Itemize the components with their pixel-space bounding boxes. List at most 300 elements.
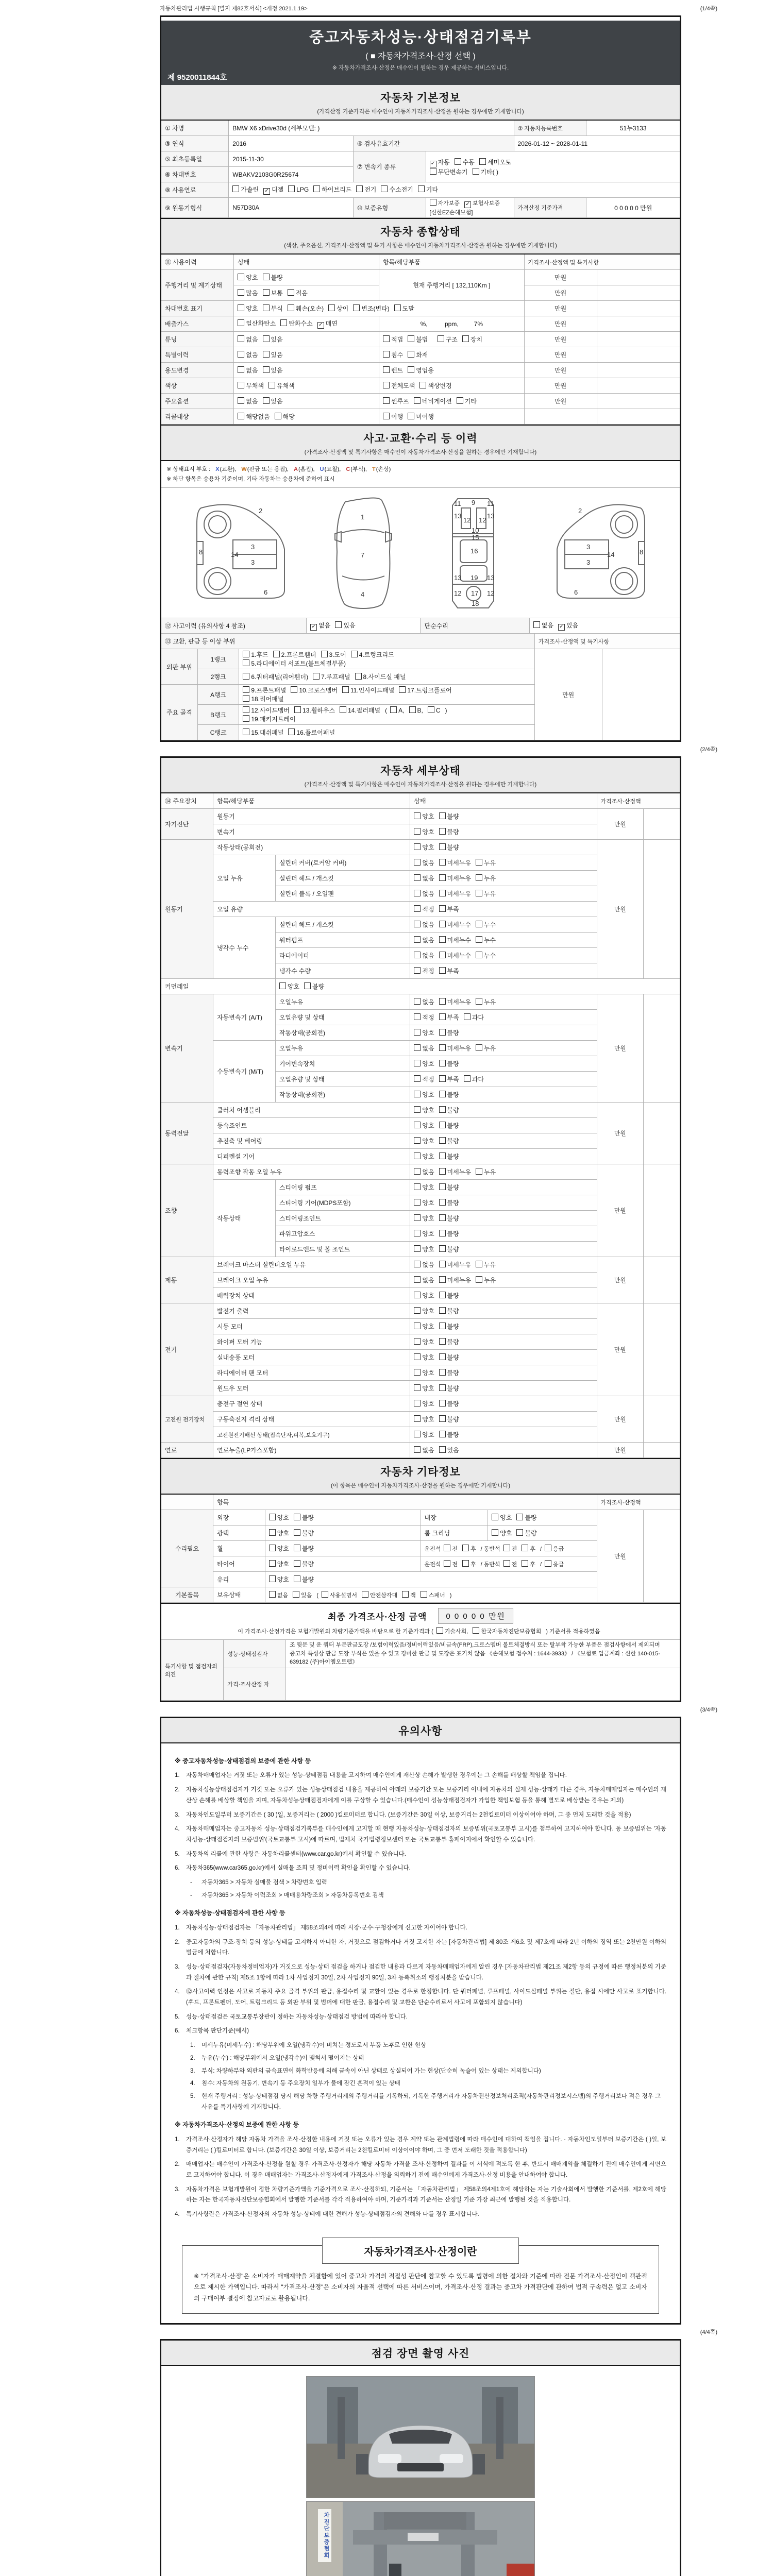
- checkbox-label: 양호: [422, 1107, 434, 1114]
- checkbox: [439, 967, 446, 974]
- field-cell: 발전기 출력: [213, 1303, 410, 1319]
- checkbox-label: 불량: [447, 1029, 459, 1037]
- checkbox-label: 구조: [445, 336, 458, 343]
- checkbox-option: [409, 707, 423, 714]
- checkbox-option: [408, 413, 434, 420]
- checkbox-label: 있음: [566, 622, 579, 630]
- checkbox-option: [414, 1168, 434, 1176]
- checkbox-label: 양호: [277, 1561, 289, 1568]
- emission-values: %, ppm, 7%: [379, 316, 525, 332]
- checkbox-option: [439, 1122, 459, 1129]
- checkbox-option: [280, 320, 312, 327]
- field-label: 외판 부위: [161, 649, 197, 685]
- checkbox-option: [414, 875, 434, 882]
- field-cell: 만원: [597, 1164, 644, 1257]
- checkbox-label: 8.사이드실 패널: [363, 673, 406, 681]
- warranty-options: [426, 198, 514, 218]
- field-cell: [410, 1303, 597, 1319]
- checkbox: [243, 673, 249, 680]
- checkbox: [383, 335, 390, 342]
- checkbox: [414, 1029, 421, 1036]
- checkbox-label: C: [435, 707, 441, 715]
- field-cell: 커먼레일: [161, 979, 275, 994]
- section-note: (가격조사·산정액 및 특기사항은 매수인이 자동차가격조사·산정을 원하는 경우에만 기재합니다): [304, 782, 537, 788]
- panel-number: 11: [486, 499, 494, 507]
- checkbox-option: [394, 305, 414, 312]
- section-accident-history: [161, 425, 680, 461]
- checkbox: [304, 982, 311, 989]
- notice-item: [175, 2026, 666, 2037]
- field-cell: [239, 705, 534, 725]
- notice-subitem: [190, 1877, 666, 1888]
- field-cell: [644, 994, 680, 1103]
- checkbox-option: [342, 687, 394, 694]
- text: (손상): [376, 466, 391, 472]
- checkbox-option: [238, 290, 258, 297]
- field-label: 배출가스: [161, 316, 234, 332]
- checkbox: [263, 274, 270, 280]
- section-title: 사고·교환·수리 등 이력: [363, 433, 478, 445]
- checkbox-option: [439, 1153, 459, 1160]
- field-cell: [234, 394, 379, 409]
- checkbox-option: [479, 159, 511, 166]
- checkbox-label: 없음: [246, 351, 258, 359]
- notice-item-text: 중고자동차의 구조·장치 등의 성능·상태를 고지하지 아니한 자, 거짓으로 점검하거나 거짓 고지한 자는 [자동차관리법] 제 80조 제6호 및 제7호에 따라 2년 이하의 징역 또는 2천만원 이하의 벌금에 처합니다.: [186, 1939, 666, 1956]
- page-indicator-1: (1/4쪽): [700, 6, 717, 12]
- panel-number: 9: [471, 498, 475, 506]
- checkbox-label: 미세누유: [447, 1045, 471, 1053]
- checkbox: [430, 199, 436, 206]
- checkbox-option: [383, 367, 403, 374]
- checkbox-checked: [558, 624, 565, 631]
- checkbox: [430, 168, 436, 175]
- checkbox: [232, 185, 239, 192]
- checkbox-option: [462, 336, 482, 343]
- notice-subitem-number: 1.: [190, 2042, 195, 2049]
- checkbox-option: [356, 186, 376, 193]
- checkbox-option: [383, 336, 403, 343]
- checkbox-option: [473, 168, 499, 176]
- notice-item-text: 가격조사·산정자가 해당 자동차 가격을 조사·산정한 내용에 거짓 또는 오류가 있는 경우 계약 또는 관계법령에 따라 매수인에 대하여 책임을 집니다. · 자동차인도일부터 보증기간은 ( )일, 보증거리는 ( )킬로미터로 합니다. (보증기간은 30일 이상, 보증거리는 2천킬로미터 이상이어야 하며, 그 중 먼저 도래한 것을 적용합니다): [186, 2136, 666, 2154]
- field-cell: [602, 649, 680, 740]
- checkbox: [414, 812, 421, 819]
- field-cell: [488, 1510, 597, 1526]
- checkbox-option: [414, 1199, 434, 1207]
- vin-value: WBAKV2103G0R25674: [229, 167, 353, 182]
- checkbox: [414, 859, 421, 866]
- checkbox-label: 2.프론트휀더: [281, 651, 316, 659]
- checkbox: [269, 1591, 276, 1598]
- checkbox: [414, 1091, 421, 1097]
- field-cell: [379, 332, 525, 347]
- checkbox-option: [243, 673, 308, 681]
- checkbox: [533, 621, 540, 628]
- checkbox: [439, 1415, 446, 1422]
- notice-item: [175, 1849, 666, 1860]
- section-note: (가격산정 기준가격은 매수인이 자동차가격조사·산정을 원하는 경우에만 기재합니다): [317, 109, 524, 115]
- checkbox-checked: [317, 322, 324, 329]
- final-price-bar: [161, 1603, 680, 1626]
- section-notice: [161, 1718, 680, 1743]
- checkbox: [522, 1560, 528, 1567]
- checkbox-label: 불량: [447, 1199, 459, 1207]
- text: (부식),: [350, 466, 368, 472]
- checkbox-option: [439, 1308, 459, 1315]
- field-cell: [410, 1118, 597, 1133]
- checkbox-option: [476, 1261, 496, 1268]
- checkbox: [414, 1199, 421, 1206]
- checkbox-option: [294, 1561, 314, 1568]
- checkbox-option: [414, 1215, 434, 1222]
- notice-subitem: [190, 2066, 666, 2077]
- checkbox-option: [414, 968, 434, 975]
- checkbox: [362, 1591, 368, 1598]
- checkbox-label: 무단변속기: [438, 168, 468, 176]
- field-cell: [410, 902, 597, 917]
- checkbox-option: [243, 716, 295, 723]
- checkbox: [439, 905, 446, 912]
- field-cell: 실내송풍 모터: [213, 1350, 410, 1365]
- field-cell: [597, 270, 680, 285]
- checkbox-label: 없음: [422, 952, 434, 960]
- table: [161, 618, 680, 634]
- checkbox-label: A,: [398, 707, 405, 715]
- field-cell: [597, 332, 680, 347]
- checkbox-option: [436, 1629, 468, 1635]
- checkbox-label: 없음: [422, 859, 434, 867]
- checkbox-option: [414, 859, 434, 867]
- checkbox: [414, 952, 421, 958]
- checkbox-label: 양호: [422, 1060, 434, 1068]
- field-cell: [597, 301, 680, 316]
- notice-item: [175, 1962, 666, 1983]
- checkbox-label: 없음: [422, 1277, 434, 1284]
- field-cell: [234, 409, 379, 425]
- field-cell: [410, 1195, 597, 1211]
- field-cell: 만원: [597, 809, 644, 840]
- checkbox: [279, 982, 286, 989]
- field-label: ⑬ 교환, 판금 등 이상 부위: [161, 634, 534, 649]
- field-cell: 디퍼렌셜 기어: [213, 1149, 410, 1164]
- checkbox: [439, 1153, 446, 1159]
- checkbox-label: 누유: [483, 998, 496, 1006]
- notice-item-text: 자동차성능상태점검자가 거짓 또는 오류가 있는 성능상태점검 내용을 제공하여 아래의 보증기간 또는 보증거리 이내에 자동차의 실제 성능·상태가 다른 경우, 자동차매매업자는 매수인의 재산상 손해를 배상할 책임을 지며, 자동차성능상태점검자에게 이를 구상할 수 있습니다.(매수인이 성능상태점검자가 가입한 책임보험 등을 통해 별도로 배상받는 경우는 제외): [186, 1787, 666, 1804]
- field-cell: 만원: [524, 378, 597, 394]
- checkbox-option: [428, 707, 441, 714]
- checkbox-option: [439, 1261, 471, 1268]
- checkbox-option: [328, 305, 348, 312]
- field-label: 주요 골격: [161, 685, 197, 740]
- panel-rank-table: [161, 634, 680, 740]
- checkbox-option: [362, 1592, 397, 1599]
- checkbox-label: 없음: [422, 1045, 434, 1053]
- field-cell: [379, 409, 525, 425]
- field-label: ④ 검사유효기간: [353, 136, 514, 151]
- checkbox-label: 양호: [422, 1354, 434, 1362]
- checkbox-option: [476, 1168, 496, 1176]
- checkbox-label: 불량: [312, 983, 325, 991]
- final-price-label: 최종 가격조사·산정 금액: [328, 1612, 427, 1622]
- car-diagram-side-right: [544, 493, 660, 614]
- checkbox-label: 불량: [447, 1292, 459, 1300]
- panel-number: 12: [478, 516, 486, 524]
- checkbox-label: 4.트렁크리드: [359, 651, 394, 659]
- notice-subitem: [190, 2078, 666, 2089]
- checkbox-label: 미세누유: [447, 1261, 471, 1269]
- checkbox-label: 미세누유: [447, 1168, 471, 1176]
- field-cell: 작동상태: [213, 1180, 276, 1257]
- panel-number: 16: [470, 547, 478, 555]
- checkbox-option: [263, 351, 283, 359]
- checkbox: [238, 397, 244, 404]
- checkbox: [414, 1137, 421, 1144]
- checkbox: [414, 1353, 421, 1360]
- checkbox-option: [340, 707, 380, 714]
- section-title: 자동차 종합상태: [380, 226, 461, 238]
- checkbox-label: 미세누유: [447, 859, 471, 867]
- field-cell: [265, 1510, 421, 1526]
- token-line: [243, 650, 530, 659]
- checkbox: [383, 397, 390, 404]
- notice-item-text: 성능·상태점검은 국토교통부장관이 정하는 자동차성능·상태점검 방법에 따라야 합니다.: [186, 2013, 408, 2020]
- field-cell: 만원: [597, 1103, 644, 1164]
- checkbox-label: 적정: [422, 906, 434, 913]
- field-cell: 실린더 블록 / 오일팬: [275, 886, 410, 902]
- document-header-note: ※ 자동차가격조사·산정은 매수인이 원하는 경우 제공하는 서비스입니다.: [332, 65, 509, 71]
- panel-number: 2: [578, 506, 582, 515]
- state-mark-A: A: [294, 466, 298, 472]
- checkbox-option: [269, 1561, 289, 1568]
- panel-number: 14: [607, 550, 614, 558]
- checkbox: [462, 1560, 469, 1567]
- checkbox: [238, 274, 244, 280]
- page-indicator-4: (4/4쪽): [700, 2329, 717, 2336]
- checkbox-label: 누수: [483, 937, 496, 944]
- checkbox-label: 양호: [422, 1400, 434, 1408]
- document-header: [161, 19, 680, 85]
- notice-item: [175, 2159, 666, 2180]
- checkbox-label: 잭: [410, 1592, 416, 1599]
- document: [160, 0, 717, 2576]
- notice-subitem-text: 현재 주행거리 : 성능·상태점검 당시 해당 차량 주행거리계의 주행거리를 기록하되, 기록한 주행거리가 자동차전산정보처리조직(자동차관리정보시스템)의 주행거리보다 적은 경우 그 사유를 특기사항에 기재합니다.: [201, 2093, 661, 2110]
- panel-number: 2: [258, 506, 262, 515]
- checkbox-label: 일산화탄소: [246, 320, 276, 327]
- checkbox: [439, 1183, 446, 1190]
- accident-history-options: [307, 618, 421, 634]
- field-cell: [421, 1556, 597, 1572]
- checkbox: [414, 905, 421, 912]
- checkbox-option: [439, 1215, 459, 1222]
- checkbox-label: 응급: [553, 1546, 564, 1552]
- checkbox: [439, 874, 446, 881]
- field-cell: 클러치 어셈블리: [213, 1103, 410, 1118]
- checkbox-option: [414, 1261, 434, 1268]
- state-mark-legend: [161, 461, 680, 488]
- checkbox: [263, 397, 270, 404]
- checkbox-option: [439, 1369, 459, 1377]
- checkbox: [313, 185, 320, 192]
- checkbox-option: [414, 1400, 434, 1408]
- checkbox: [503, 1560, 510, 1567]
- checkbox: [263, 335, 270, 342]
- checkbox-label: 가솔린: [241, 186, 259, 193]
- car-diagram-top: [325, 493, 402, 614]
- checkbox: [414, 1106, 421, 1113]
- field-cell: 실린더 헤드 / 개스킷: [275, 917, 410, 933]
- checkbox: [414, 1060, 421, 1066]
- checkbox: [444, 1545, 450, 1551]
- field-cell: [597, 285, 680, 301]
- field-cell: [234, 285, 379, 301]
- checkbox: [439, 1199, 446, 1206]
- checkbox-option: [238, 413, 270, 420]
- checkbox-option: [545, 1562, 564, 1568]
- field-cell: [410, 809, 597, 824]
- checkbox: [275, 413, 281, 419]
- checkbox: [462, 1545, 469, 1551]
- field-cell: 원동기: [213, 809, 410, 824]
- checkbox: [545, 1545, 551, 1551]
- checkbox-label: 미세누유: [447, 890, 471, 898]
- checkbox-label: 있음: [271, 336, 283, 343]
- checkbox-option: [439, 921, 471, 928]
- notice-item-text: 특기사항란은 가격조사·산정자의 자동차 성능·상태에 대한 견해가 성능·상태점검자의 견해와 다를 경우 표시합니다.: [186, 2211, 479, 2217]
- checkbox-option: [294, 707, 335, 714]
- field-cell: [234, 347, 379, 363]
- field-label: 연료: [161, 1443, 213, 1458]
- checkbox-option: [439, 1323, 459, 1330]
- checkbox-label: 18.리어패널: [251, 696, 284, 703]
- checkbox: [414, 1261, 421, 1267]
- car-damage-diagram: [161, 488, 680, 618]
- table: [161, 1640, 680, 1701]
- checkbox-label: 미세누수: [447, 952, 471, 960]
- field-cell: [410, 1334, 597, 1350]
- checkbox: [402, 1591, 409, 1598]
- field-cell: [644, 1303, 680, 1396]
- checkbox-label: 불법: [416, 336, 428, 343]
- checkbox: [439, 1168, 446, 1175]
- checkbox: [342, 686, 349, 693]
- table: [161, 255, 680, 425]
- checkbox: [238, 366, 244, 373]
- checkbox-label: 양호: [422, 1292, 434, 1300]
- field-label: ② 자동차등록번호: [514, 121, 586, 136]
- notice-item-number: 4.: [175, 1989, 180, 1995]
- checkbox: [408, 351, 414, 358]
- checkbox-label: 불량: [301, 1561, 314, 1568]
- text: 운전석: [424, 1546, 441, 1552]
- checkbox: [269, 1545, 276, 1551]
- checkbox-label: 양호: [422, 1385, 434, 1393]
- field-cell: 만원: [597, 1443, 644, 1458]
- checkbox: [439, 1091, 446, 1097]
- checkbox-option: [439, 828, 459, 836]
- checkbox-label: 한국자동차진단보증협회: [481, 1629, 542, 1635]
- checkbox-option: [414, 1354, 434, 1361]
- table: [161, 121, 680, 218]
- notice-subitem-number: 4.: [190, 2080, 195, 2087]
- checkbox-option: [439, 952, 471, 959]
- checkbox-option: [304, 983, 324, 990]
- checkbox-option: [351, 651, 394, 658]
- checkbox-option: [288, 186, 309, 193]
- field-label: 고전원 전기장치: [161, 1396, 213, 1443]
- section-title: 점검 장면 촬영 사진: [371, 2348, 470, 2360]
- notice-item: [175, 1937, 666, 1958]
- checkbox-option: [273, 651, 316, 658]
- checkbox-option: [414, 1230, 434, 1238]
- checkbox: [414, 1400, 421, 1406]
- checkbox-label: 없음: [541, 622, 553, 630]
- checkbox-label: 양호: [422, 844, 434, 852]
- notice-subitem-text: 자동차365 > 자동차 이력조회 > 매매용차량조회 > 자동차등록번호 검색: [201, 1892, 384, 1899]
- field-cell: [234, 363, 379, 378]
- checkbox: [238, 289, 244, 296]
- notice-item-number: 5.: [175, 2013, 180, 2020]
- field-label: ⑩ 보증유형: [353, 198, 426, 218]
- checkbox-option: [294, 1545, 314, 1552]
- panel-number: 11: [453, 499, 461, 507]
- checkbox: [439, 1013, 446, 1020]
- checkbox-option: [439, 1292, 459, 1299]
- text: (교환),: [220, 466, 238, 472]
- checkbox-option: [414, 1076, 434, 1083]
- field-cell: 만원: [524, 301, 597, 316]
- notice-item: [175, 1863, 666, 1874]
- field-cell: [410, 855, 597, 871]
- checkbox-label: 누유: [483, 890, 496, 898]
- checkbox-label: 양호: [422, 1199, 434, 1207]
- notice-item-number: 1.: [175, 1772, 180, 1779]
- checkbox-option: [419, 382, 451, 389]
- checkbox-label: 훼손(오손): [295, 305, 324, 312]
- checkbox-label: 없음: [246, 398, 258, 405]
- checkbox-label: 불량: [447, 828, 459, 836]
- checkbox: [439, 921, 446, 927]
- field-cell: [597, 363, 680, 378]
- checkbox-label: 누유: [483, 875, 496, 883]
- checkbox-option: [516, 1530, 536, 1537]
- field-label: 원동기: [161, 840, 213, 979]
- checkbox-label: 불량: [447, 1308, 459, 1315]
- field-label: 색상: [161, 378, 234, 394]
- field-cell: [644, 1164, 680, 1257]
- field-cell: 광택: [213, 1526, 265, 1541]
- field-label: 동력전달: [161, 1103, 213, 1164]
- checkbox: [439, 936, 446, 943]
- checkbox: [476, 1276, 482, 1283]
- photo-front-illustration: [307, 2377, 534, 2498]
- checkbox-label: 불량: [525, 1530, 537, 1537]
- field-label-car-name: ① 차명: [161, 121, 229, 136]
- field-cell: [410, 1164, 597, 1180]
- field-cell: [524, 409, 597, 425]
- checkbox: [243, 659, 249, 666]
- field-cell: [265, 1541, 421, 1556]
- field-cell: [265, 1556, 421, 1572]
- checkbox-label: 양호: [422, 813, 434, 821]
- checkbox: [263, 304, 270, 311]
- notice-subitem-number: 3.: [190, 2067, 195, 2074]
- checkbox-option: [473, 1629, 541, 1635]
- checkbox-label: 양호: [287, 983, 299, 991]
- field-cell: 만원: [524, 394, 597, 409]
- field-cell: 만원: [597, 994, 644, 1103]
- checkbox: [414, 1369, 421, 1376]
- checkbox-label: 탄화수소: [289, 320, 313, 327]
- field-cell: [410, 1319, 597, 1334]
